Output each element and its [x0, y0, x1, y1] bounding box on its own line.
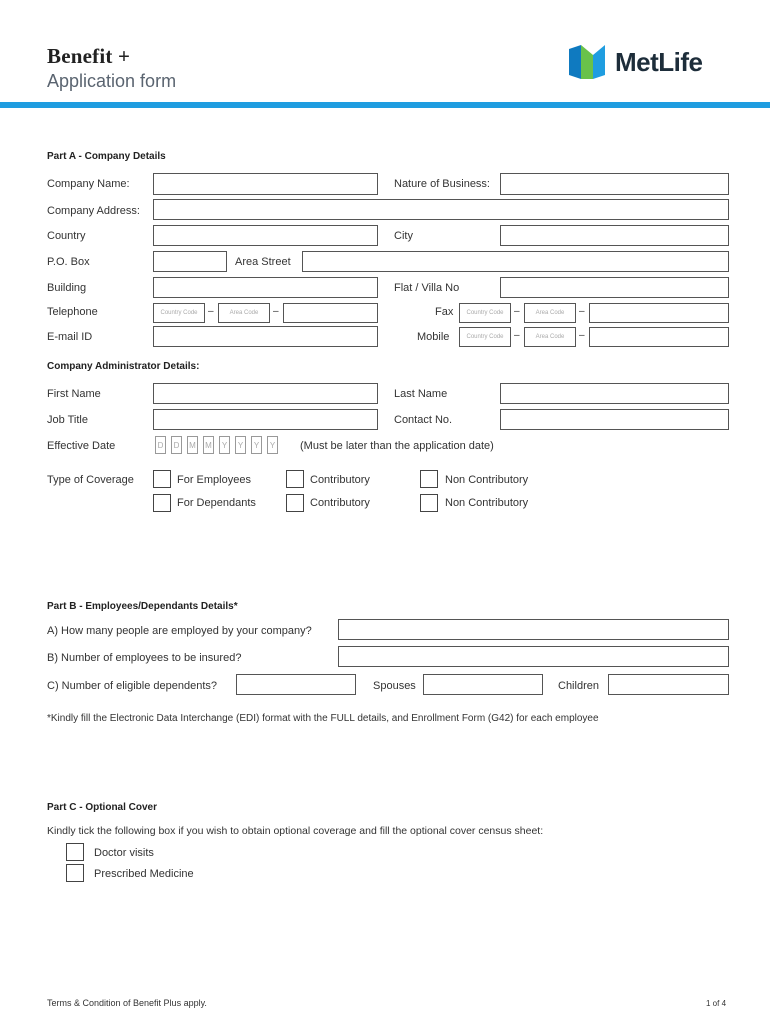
dependants-non-contributory-checkbox[interactable] — [420, 494, 438, 512]
fax-dash-2: – — [579, 306, 585, 317]
flat-villa-field[interactable] — [500, 277, 729, 298]
date-cell-day-1[interactable]: D — [155, 436, 166, 454]
fax-label: Fax — [435, 306, 454, 318]
employed-count-field[interactable] — [338, 619, 729, 640]
telephone-country-code-field[interactable]: Country Code — [153, 303, 205, 323]
part-c-heading: Part C - Optional Cover — [47, 802, 158, 813]
doctor-visits-checkbox[interactable] — [66, 843, 84, 861]
email-field[interactable] — [153, 326, 378, 347]
po-box-field[interactable] — [153, 251, 227, 272]
for-employees-label: For Employees — [177, 474, 251, 486]
job-title-field[interactable] — [153, 409, 378, 430]
date-cell-month-2[interactable]: M — [203, 436, 214, 454]
terms-footer: Terms & Condition of Benefit Plus apply. — [47, 998, 207, 1008]
dependants-contributory-checkbox[interactable] — [286, 494, 304, 512]
telephone-dash-1: – — [208, 306, 214, 317]
flat-villa-label: Flat / Villa No — [394, 282, 460, 294]
metlife-logo-icon — [569, 45, 607, 79]
contact-no-field[interactable] — [500, 409, 729, 430]
job-title-label: Job Title — [47, 414, 88, 426]
building-field[interactable] — [153, 277, 378, 298]
insured-count-field[interactable] — [338, 646, 729, 667]
header-divider — [0, 102, 770, 108]
page-number: 1 of 4 — [706, 999, 727, 1008]
optional-cover-instruction: Kindly tick the following box if you wish to obtain optional coverage and fill the optional cover census sheet: — [47, 825, 544, 837]
for-dependants-checkbox[interactable] — [153, 494, 171, 512]
building-label: Building — [47, 282, 87, 294]
date-cell-year-3[interactable]: Y — [251, 436, 262, 454]
area-street-field[interactable] — [302, 251, 729, 272]
last-name-label: Last Name — [394, 388, 448, 400]
employees-non-contributory-checkbox[interactable] — [420, 470, 438, 488]
mobile-label: Mobile — [417, 331, 450, 343]
telephone-dash-2: – — [273, 306, 279, 317]
children-label: Children — [558, 680, 599, 692]
effective-date-field[interactable] — [155, 436, 278, 454]
employees-contributory-checkbox[interactable] — [286, 470, 304, 488]
children-field[interactable] — [608, 674, 729, 695]
date-cell-year-1[interactable]: Y — [219, 436, 230, 454]
for-dependants-label: For Dependants — [177, 497, 256, 509]
country-label: Country — [47, 230, 86, 242]
telephone-label: Telephone — [47, 306, 98, 318]
employees-non-contributory-label: Non Contributory — [445, 474, 529, 486]
contact-no-label: Contact No. — [394, 414, 453, 426]
effective-date-label: Effective Date — [47, 440, 116, 452]
date-cell-month-1[interactable]: M — [187, 436, 198, 454]
fax-dash-1: – — [514, 306, 520, 317]
company-name-field[interactable] — [153, 173, 378, 195]
fax-number-field[interactable] — [589, 303, 729, 323]
mobile-dash-2: – — [579, 330, 585, 341]
form-title: Benefit + — [47, 44, 131, 68]
nature-of-business-field[interactable] — [500, 173, 729, 195]
metlife-logo-text: MetLife — [615, 47, 703, 77]
part-b-heading: Part B - Employees/Dependants Details* — [47, 601, 238, 612]
doctor-visits-label: Doctor visits — [94, 847, 154, 859]
first-name-label: First Name — [47, 388, 101, 400]
part-a-heading: Part A - Company Details — [47, 151, 166, 162]
company-address-field[interactable] — [153, 199, 729, 220]
date-cell-day-2[interactable]: D — [171, 436, 182, 454]
for-employees-checkbox[interactable] — [153, 470, 171, 488]
telephone-area-code-field[interactable]: Area Code — [218, 303, 270, 323]
prescribed-medicine-label: Prescribed Medicine — [94, 868, 194, 880]
effective-date-note: (Must be later than the application date) — [300, 440, 494, 452]
dependents-count-field[interactable] — [236, 674, 356, 695]
area-street-label: Area Street — [235, 256, 291, 268]
last-name-field[interactable] — [500, 383, 729, 404]
employees-contributory-label: Contributory — [310, 474, 370, 486]
type-of-coverage-label: Type of Coverage — [47, 474, 134, 486]
telephone-number-field[interactable] — [283, 303, 378, 323]
date-cell-year-4[interactable]: Y — [267, 436, 278, 454]
mobile-area-code-field[interactable]: Area Code — [524, 327, 576, 347]
email-label: E-mail ID — [47, 331, 93, 343]
edi-note: *Kindly fill the Electronic Data Interchange (EDI) format with the FULL details, and Enrollment Form (G42) for each employee — [47, 713, 599, 724]
spouses-label: Spouses — [373, 680, 416, 692]
mobile-number-field[interactable] — [589, 327, 729, 347]
city-label: City — [394, 230, 413, 242]
mobile-dash-1: – — [514, 330, 520, 341]
company-name-label: Company Name: — [47, 178, 130, 190]
prescribed-medicine-checkbox[interactable] — [66, 864, 84, 882]
admin-heading: Company Administrator Details: — [47, 361, 200, 372]
fax-area-code-field[interactable]: Area Code — [524, 303, 576, 323]
mobile-country-code-field[interactable]: Country Code — [459, 327, 511, 347]
city-field[interactable] — [500, 225, 729, 246]
dependants-non-contributory-label: Non Contributory — [445, 497, 529, 509]
country-field[interactable] — [153, 225, 378, 246]
question-c-label: C) Number of eligible dependents? — [47, 680, 217, 692]
company-address-label: Company Address: — [47, 205, 140, 217]
nature-of-business-label: Nature of Business: — [394, 178, 490, 190]
question-b-label: B) Number of employees to be insured? — [47, 652, 242, 664]
form-subtitle: Application form — [47, 71, 177, 91]
po-box-label: P.O. Box — [47, 256, 90, 268]
date-cell-year-2[interactable]: Y — [235, 436, 246, 454]
question-a-label: A) How many people are employed by your company? — [47, 625, 312, 637]
spouses-field[interactable] — [423, 674, 543, 695]
first-name-field[interactable] — [153, 383, 378, 404]
dependants-contributory-label: Contributory — [310, 497, 370, 509]
fax-country-code-field[interactable]: Country Code — [459, 303, 511, 323]
